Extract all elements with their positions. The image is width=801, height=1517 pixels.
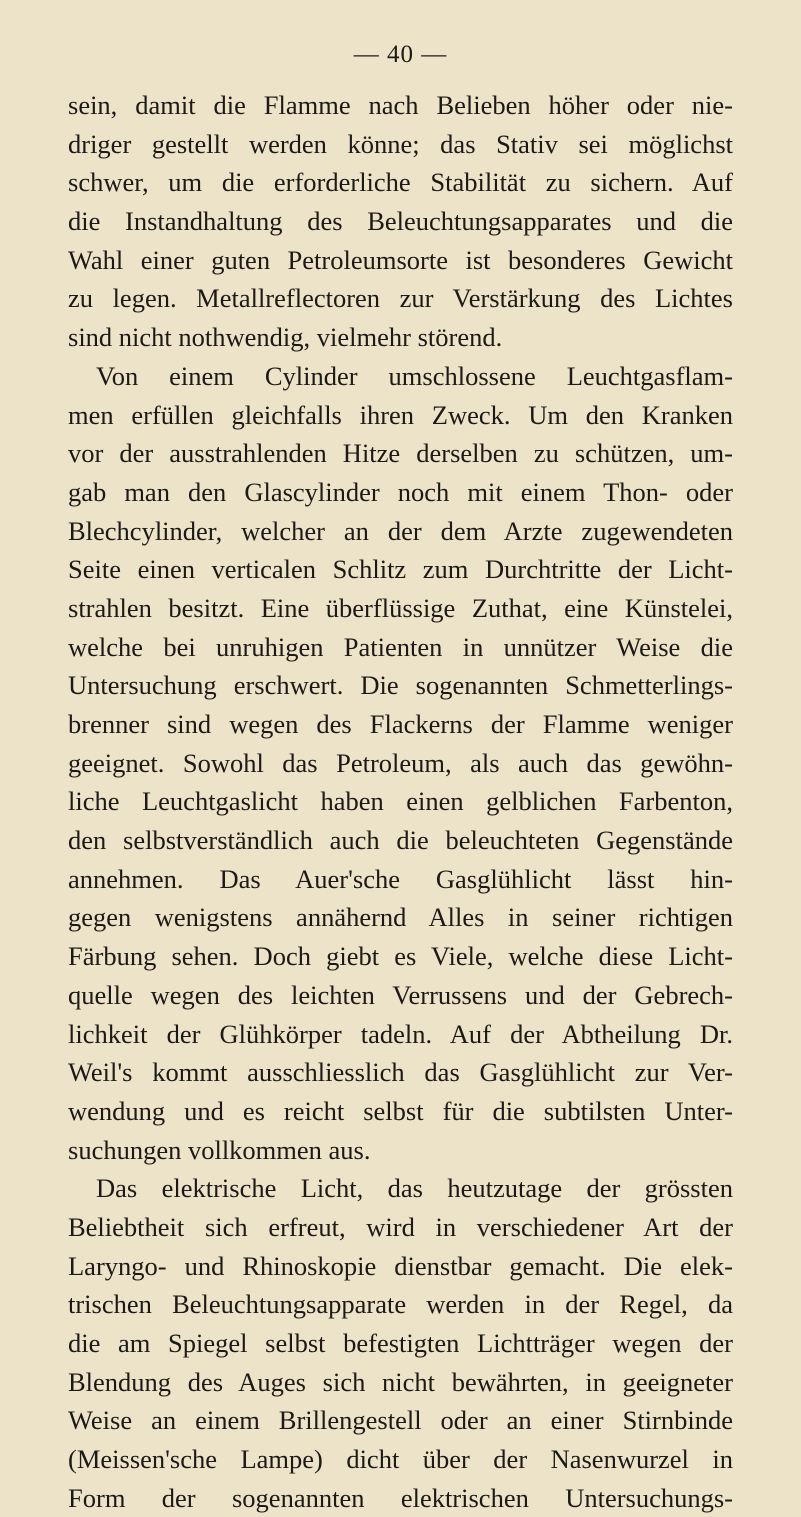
text-line: Blendung des Auges sich nicht bewährten, in geeigneter xyxy=(68,1366,733,1397)
text-line: Färbung sehen. Doch giebt es Viele, welche diese Licht- xyxy=(68,941,733,972)
text-line: wendung und es reicht selbst für die subtilsten Unter- xyxy=(68,1095,733,1126)
text-line: die am Spiegel selbst befestigten Lichtträger wegen der xyxy=(68,1328,733,1358)
text-line: lichkeit der Glühkörper tadeln. Auf der Abtheilung Dr. xyxy=(68,1018,733,1049)
text-line: schwer, um die erforderliche Stabilität zu sichern. Auf xyxy=(68,167,733,198)
text-line: Weil's kommt ausschliesslich das Gasglühlicht zur Ver- xyxy=(68,1057,733,1088)
text-line: den selbstverständlich auch die beleuchteten Gegenstände xyxy=(68,825,733,856)
text-line: gab man den Glascylinder noch mit einem Thon- oder xyxy=(68,476,733,507)
text-line: Seite einen verticalen Schlitz zum Durchtritte der Licht- xyxy=(68,554,733,585)
text-line: gegen wenigstens annähernd Alles in seiner richtigen xyxy=(68,902,733,933)
text-line: Wahl einer guten Petroleumsorte ist besonderes Gewicht xyxy=(68,244,733,275)
text-line: brenner sind wegen des Flackerns der Flamme weniger xyxy=(68,709,733,739)
text-line: Von einem Cylinder umschlossene Leuchtgasflam- xyxy=(96,360,733,391)
text-line: die Instandhaltung des Beleuchtungsapparates und die xyxy=(68,206,733,237)
text-line: Blechcylinder, welcher an der dem Arzte zugewendeten xyxy=(68,515,733,546)
text-line: driger gestellt werden könne; das Stativ sei möglichst xyxy=(68,128,733,159)
text-line: quelle wegen des leichten Verrussens und der Gebrech- xyxy=(68,979,733,1010)
text-line: Beliebtheit sich erfreut, wird in verschiedener Art der xyxy=(68,1211,733,1242)
text-line: trischen Beleuchtungsapparate werden in der Regel, da xyxy=(68,1289,733,1320)
text-line: Weise an einem Brillengestell oder an einer Stirnbinde xyxy=(68,1405,733,1436)
text-line: men erfüllen gleichfalls ihren Zweck. Um den Kranken xyxy=(68,399,733,430)
page-number: — 40 — xyxy=(353,41,448,68)
text-line: Das elektrische Licht, das heutzutage der grössten xyxy=(96,1173,733,1204)
text-line: geeignet. Sowohl das Petroleum, als auch das gewöhn- xyxy=(68,747,733,778)
text-line: zu legen. Metallreflectoren zur Verstärkung des Lichtes xyxy=(68,283,733,314)
text-line: sind nicht nothwendig, vielmehr störend. xyxy=(68,322,503,353)
text-line: liche Leuchtgaslicht haben einen gelblichen Farbenton, xyxy=(68,786,733,817)
text-line: Laryngo- und Rhinoskopie dienstbar gemacht. Die elek- xyxy=(68,1250,733,1281)
body-text xyxy=(68,86,733,1517)
text-line: Form der sogenannten elektrischen Untersuchungs- xyxy=(68,1482,733,1513)
text-line: welche bei unruhigen Patienten in unnützer Weise die xyxy=(68,631,733,662)
text-line: suchungen vollkommen aus. xyxy=(68,1134,371,1165)
text-line: annehmen. Das Auer'sche Gasglühlicht lässt hin- xyxy=(68,863,733,894)
text-line: vor der ausstrahlenden Hitze derselben zu schützen, um- xyxy=(68,438,733,469)
text-line: (Meissen'sche Lampe) dicht über der Nasenwurzel in xyxy=(68,1444,733,1475)
text-line: Untersuchung erschwert. Die sogenannten Schmetterlings- xyxy=(68,670,733,701)
text-line: sein, damit die Flamme nach Belieben höher oder nie- xyxy=(68,90,733,120)
text-line: strahlen besitzt. Eine überflüssige Zuthat, eine Künstelei, xyxy=(68,592,733,623)
